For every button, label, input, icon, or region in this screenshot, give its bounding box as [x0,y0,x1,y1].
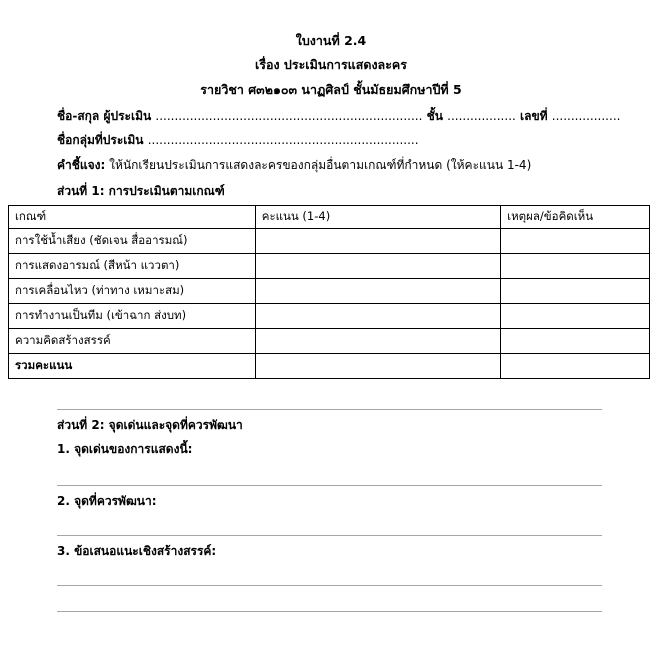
comment-cell[interactable] [501,304,650,329]
comment-cell[interactable] [501,279,650,304]
answer-line-suggestions-1[interactable] [57,585,602,586]
criteria-cell: การใช้น้ำเสียง (ชัดเจน สื่ออารมณ์) [9,229,256,254]
total-score-cell[interactable] [255,354,500,379]
part1-title: ส่วนที่ 1: การประเมินตามเกณฑ์ [57,184,225,198]
question-suggestions: 3. ข้อเสนอแนะเชิงสร้างสรรค์: [57,544,217,558]
instruction-label: คำชี้แจง: [57,158,106,172]
comment-cell[interactable] [501,229,650,254]
criteria-cell: การทำงานเป็นทีม (เข้าฉาก ส่งบท) [9,304,256,329]
worksheet-topic: เรื่อง ประเมินการแสดงละคร [254,57,408,72]
instruction-text: ให้นักเรียนประเมินการแสดงละครของกลุ่มอื่นตามเกณฑ์ที่กำหนด (ให้คะแนน 1-4) [109,158,532,172]
question-improvements: 2. จุดที่ควรพัฒนา: [57,494,157,508]
answer-line-suggestions-2[interactable] [57,611,602,612]
part2-title: ส่วนที่ 2: จุดเด่นและจุดที่ควรพัฒนา [57,418,243,432]
grade-label: ชั้น [426,109,443,123]
table-row [9,229,650,254]
score-cell[interactable] [255,254,500,279]
worksheet-title: ใบงานที่ 2.4 [295,33,367,48]
score-cell[interactable] [255,229,500,254]
grade-field[interactable]: .................. [447,109,516,123]
divider [57,409,602,410]
total-label: รวมคะแนน [9,354,256,379]
column-header-criteria: เกณฑ์ [9,206,256,229]
answer-line-improvements[interactable] [57,535,602,536]
criteria-cell: ความคิดสร้างสรรค์ [9,329,256,354]
course-info: รายวิชา ศ๓๒๑๐๓ นาฏศิลป์ ชั้นมัธยมศึกษาปีที่ 5 [200,82,462,97]
comment-cell[interactable] [501,254,650,279]
score-cell[interactable] [255,279,500,304]
column-header-score: คะแนน (1-4) [255,206,500,229]
number-label: เลขที่ [520,109,548,123]
table-header-row [9,206,650,229]
criteria-cell: การเคลื่อนไหว (ท่าทาง เหมาะสม) [9,279,256,304]
table-row [9,304,650,329]
column-header-comment: เหตุผล/ข้อคิดเห็น [501,206,650,229]
score-cell[interactable] [255,304,500,329]
criteria-cell: การแสดงอารมณ์ (สีหน้า แววตา) [9,254,256,279]
table-row [9,329,650,354]
table-row [9,279,650,304]
question-strengths: 1. จุดเด่นของการแสดงนี้: [57,442,193,456]
score-cell[interactable] [255,329,500,354]
comment-cell[interactable] [501,329,650,354]
table-row [9,254,650,279]
group-label: ชื่อกลุ่มที่ประเมิน [57,133,144,147]
evaluator-name-field[interactable]: ...................................................................... [155,109,423,123]
total-comment-cell[interactable] [501,354,650,379]
total-row [9,354,650,379]
group-name-field[interactable]: ....................................................................... [147,133,419,147]
evaluator-label: ชื่อ-สกุล ผู้ประเมิน [57,109,152,123]
rubric-table [8,205,650,379]
answer-line-strengths[interactable] [57,485,602,486]
group-line [57,132,419,148]
evaluator-line [57,108,620,124]
instruction-line [57,157,531,173]
number-field[interactable]: .................. [551,109,621,123]
